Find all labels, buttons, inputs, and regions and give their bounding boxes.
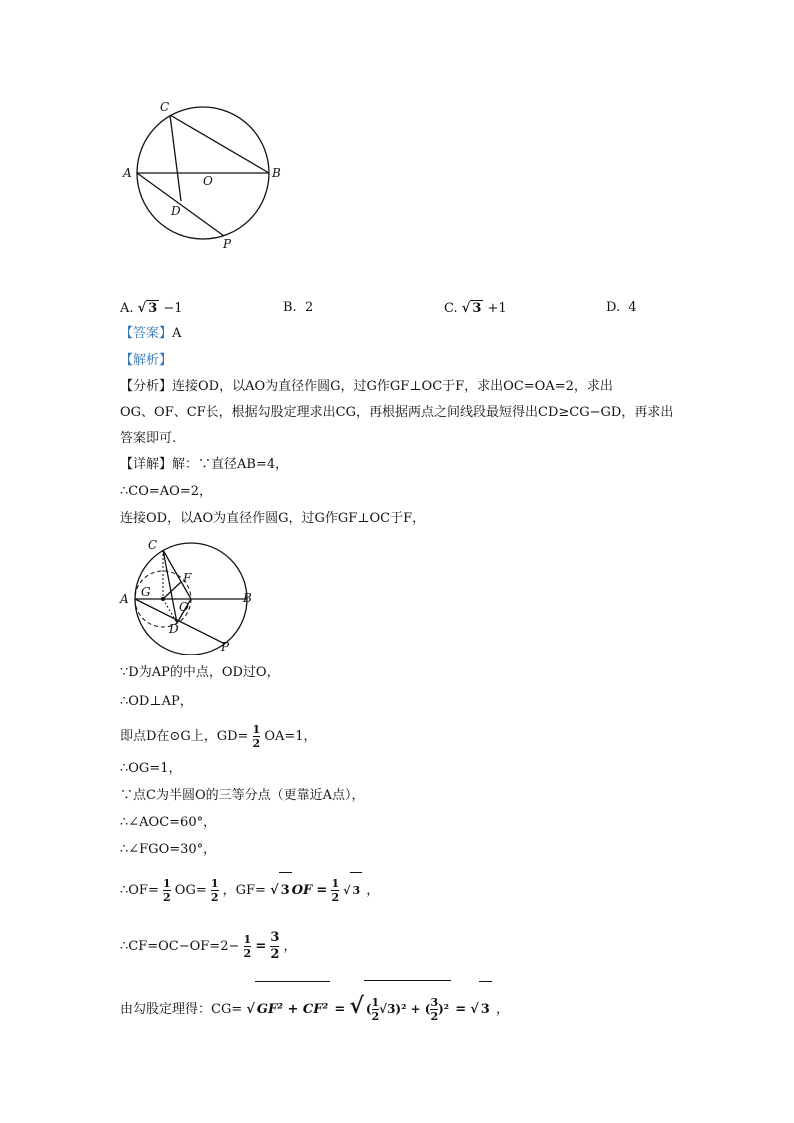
step-1: ∵D为AP的中点，OD过O， [120, 665, 280, 680]
option-c-suffix: +1 [487, 301, 507, 316]
step-4: ∴OG=1， [120, 761, 182, 776]
fenxi-line-2: OG、OF、CF长，根据勾股定理求出CG，再根据两点之间线段最短得出CD≥CG−GD，再求出 [120, 405, 674, 420]
label-o-2: O [179, 600, 189, 614]
xiangjie-line-3: 连接OD，以AO为直径作圆G，过G作GF⊥OC于F， [120, 511, 426, 526]
segment-cb [170, 115, 269, 173]
option-a: A. √ 3 −1 [120, 301, 183, 316]
xiangjie-tag: 【详解】 [120, 457, 173, 472]
label-p-2: P [221, 640, 230, 654]
option-d-letter: D. [606, 300, 621, 315]
fenxi-text-1: 连接OD，以AO为直径作圆G，过G作GF⊥OC于F，求出OC=OA=2，求出 [172, 379, 613, 394]
answer-tag: 【答案】 [120, 326, 173, 341]
label-c: C [160, 100, 170, 114]
step-6: ∴∠AOC=60°， [120, 815, 217, 830]
fraction-half: $\frac{1}{2}$ [210, 877, 219, 904]
label-c-2: C [148, 538, 158, 552]
step-7: ∴∠FGO=30°， [120, 842, 217, 857]
label-b-2: B [243, 591, 252, 605]
cg-radicand: ( $\frac{1}{2}$ √3)² + ( $\frac{3}{2}$ )² [364, 980, 451, 1037]
fenxi-line-1 [120, 378, 613, 396]
option-c: C. √ 3 +1 [444, 301, 507, 316]
label-p: P [223, 237, 232, 251]
step-2: ∴OD⊥AP， [120, 694, 193, 709]
option-b-letter: B. [283, 300, 297, 315]
step-3 [120, 722, 317, 752]
analysis-heading [120, 352, 172, 370]
xiangjie-line-1 [120, 456, 288, 474]
label-g: G [141, 585, 151, 599]
xiangjie-line-2: ∴CO=AO=2， [120, 484, 212, 499]
option-a-suffix: −1 [163, 301, 183, 316]
fraction-half: $\frac{1}{2}$ [252, 723, 261, 750]
label-d: D [171, 204, 181, 218]
option-d [606, 300, 637, 315]
fraction-three-half: $\frac{3}{2}$ [270, 930, 280, 962]
point-g [161, 597, 165, 601]
option-d-value: 4 [628, 300, 637, 315]
fraction-half: $\frac{1}{2}$ [162, 877, 171, 904]
option-a-radicand: 3 [148, 301, 158, 316]
figure-circle-1 [115, 95, 295, 255]
answer-value: A [172, 326, 182, 341]
label-f: F [183, 571, 192, 585]
step-3-post: OA=1， [264, 729, 317, 744]
fenxi-tag: 【分析】 [120, 379, 173, 394]
label-a-2: A [120, 592, 129, 606]
step-5: ∵点C为半圆O的三等分点（更靠近A点）， [120, 788, 365, 803]
label-a: A [123, 166, 132, 180]
fraction-half: $\frac{1}{2}$ [243, 933, 252, 960]
xiangjie-text-1: 解：∵直径AB=4， [172, 457, 289, 472]
option-b-value: 2 [304, 300, 314, 315]
fenxi-line-3: 答案即可. [120, 431, 177, 446]
label-o: O [203, 174, 213, 188]
option-a-letter: A. [120, 301, 134, 316]
step-9: ∴CF=OC−OF=2− $\frac{1}{2}$ = $\frac{3}{2}$ ， [120, 930, 297, 962]
analysis-tag: 【解析】 [120, 353, 173, 368]
label-b: B [272, 166, 281, 180]
step-3-pre: 即点D在⊙G上，GD= [120, 729, 249, 744]
figure-circle-2 [115, 535, 265, 655]
answer-line [120, 325, 181, 343]
step-10: 由勾股定理得：CG= √ GF² + CF² = √ ( $\frac{1}{2}$ √3)² + ( $\frac{3}{2}$ )² = √ 3 ， [120, 978, 509, 1038]
option-b [283, 300, 313, 315]
label-d-2: D [169, 622, 179, 636]
option-c-letter: C. [444, 301, 458, 316]
fraction-half: $\frac{1}{2}$ [331, 877, 340, 904]
option-c-radicand: 3 [472, 301, 482, 316]
segment-cd [170, 115, 181, 201]
step-8: ∴OF= $\frac{1}{2}$ OG= $\frac{1}{2}$ ，GF= √ 3 OF = $\frac{1}{2}$ √ 3 ， [120, 872, 379, 909]
